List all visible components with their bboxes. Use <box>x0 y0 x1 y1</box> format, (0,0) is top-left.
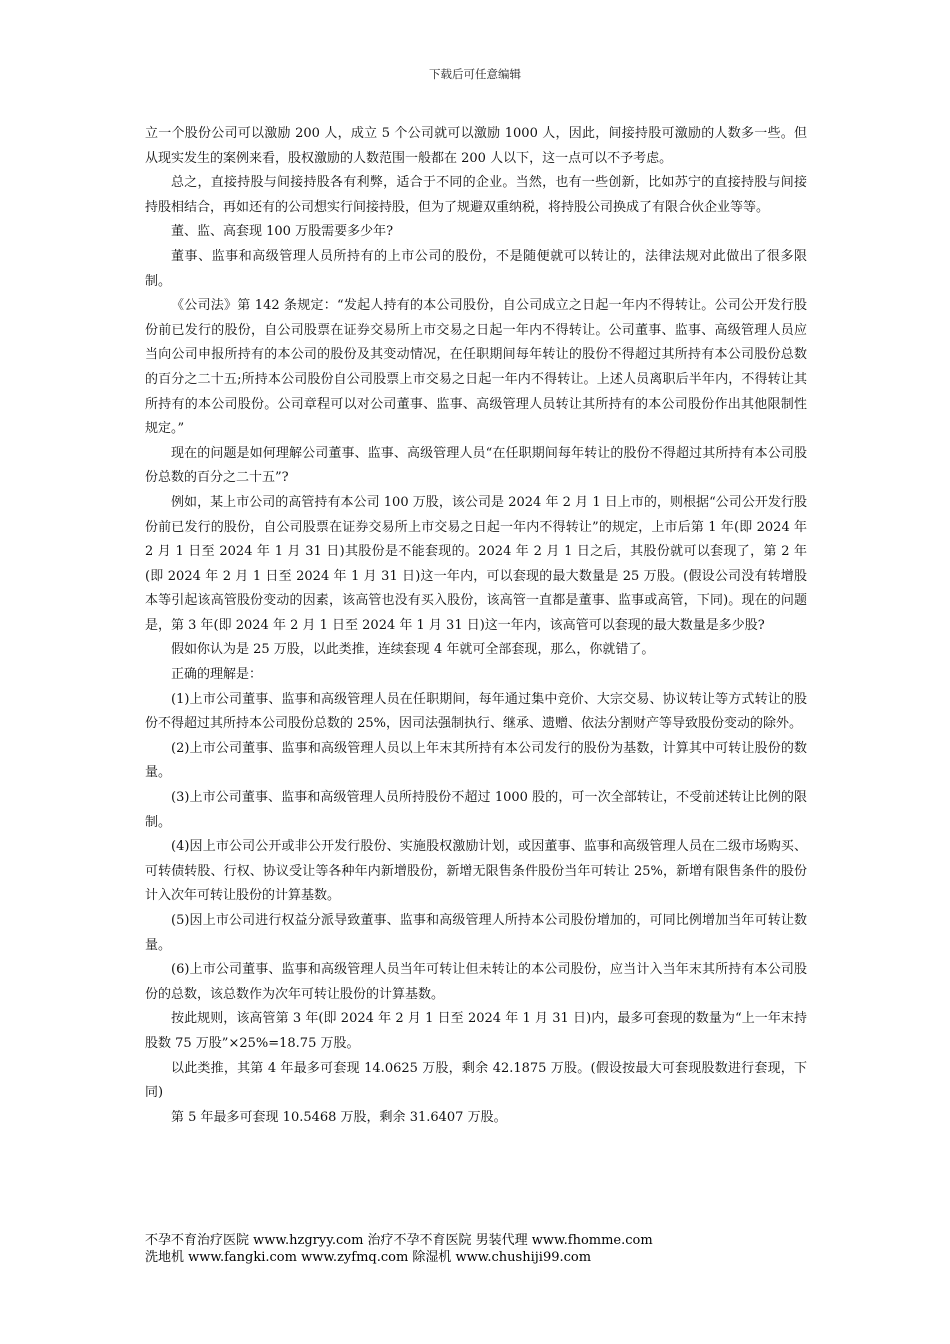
paragraph-4: 董事、监事和高级管理人员所持有的上市公司的股份，不是随便就可以转让的，法律法规对此做出了很多限制。 <box>145 248 807 289</box>
rule-item-2: (2)上市公司董事、监事和高级管理人员以上年末其所持有本公司发行的股份为基数，计算其中可转让股份的数量。 <box>145 740 807 781</box>
paragraph-16: 按此规则，该高管第 3 年(即 2024 年 2 月 1 日至 2024 年 1 月 31 日)内，最多可套现的数量为“上一年末持股数 75 万股”×25%=18.75 万股。 <box>145 1011 807 1051</box>
paragraph-17: 以此类推，其第 4 年最多可套现 14.0625 万股，剩余 42.1875 万股。(假设按最大可套现股数进行套现，下同) <box>145 1060 807 1101</box>
page-footer <box>145 1232 845 1266</box>
paragraph-9: 正确的理解是： <box>171 667 263 683</box>
paragraph-2: 总之，直接持股与间接持股各有利弊，适合于不同的企业。当然，也有一些创新，比如苏宁的直接持股与间接持股相结合，再如还有的公司想实行间接持股，但为了规避双重纳税，将持股公司换成了有限合伙企业等等。 <box>145 175 807 215</box>
paragraph-law-quote: 《公司法》第 142 条规定：“发起人持有的本公司股份，自公司成立之日起一年内不得转让。公司公开发行股份前已发行的股份，自公司股票在证券交易所上市交易之日起一年内不得转让。公司董事、监事、高级管理人员应当向公司申报所持有的本公司的股份及其变动情况，在任职期间每年转让的股份不得超过其所持有本公司股份总数的百分之二十五;所持本公司股份自公司股票上市交易之日起一年内不得转让。上述人员离职后半年内，不得转让其所持有的本公司股份。公司章程可以对公司董事、监事、高级管理人员转让其所持有的本公司股份作出其他限制性规定。” <box>145 298 807 437</box>
paragraph-1: 立一个股份公司可以激励 200 人，成立 5 个公司就可以激励 1000 人，因此，间接持股可激励的人数多一些。但从现实发生的案例来看，股权激励的人数范围一般都在 200 人以下，这一点可以不予考虑。 <box>145 126 807 166</box>
footer-line-1: 不孕不育治疗医院 www.hzgryy.com 治疗不孕不育医院 男装代理 www.fhomme.com <box>145 1233 653 1248</box>
page-header: 下载后可任意编辑 <box>429 67 521 81</box>
rule-item-6: (6)上市公司董事、监事和高级管理人员当年可转让但未转让的本公司股份，应当计入当年末其所持有本公司股份的总数，该总数作为次年可转让股份的计算基数。 <box>145 962 807 1002</box>
rule-item-1: (1)上市公司董事、监事和高级管理人员在任职期间，每年通过集中竞价、大宗交易、协议转让等方式转让的股份不得超过其所持本公司股份总数的 25%，因司法强制执行、继承、遗赠、依法分割财产等导致股份变动的除外。 <box>145 691 807 732</box>
rule-item-5: (5)因上市公司进行权益分派导致董事、监事和高级管理人所持本公司股份增加的，可同比例增加当年可转让数量。 <box>145 913 807 953</box>
paragraph-6: 现在的问题是如何理解公司董事、监事、高级管理人员“在任职期间每年转让的股份不得超过其所持有本公司股份总数的百分之二十五”? <box>145 445 807 486</box>
footer-line-2: 洗地机 www.fangki.com www.zyfmq.com 除湿机 www.chushiji99.com <box>145 1250 592 1265</box>
paragraph-8: 假如你认为是 25 万股，以此类推，连续套现 4 年就可全部套现，那么，你就错了。 <box>171 642 655 658</box>
rule-item-4: (4)因上市公司公开或非公开发行股份、实施股权激励计划，或因董事、监事和高级管理人员在二级市场购买、可转债转股、行权、协议受让等各种年内新增股份，新增无限售条件股份当年可转让 25%，新增有限售条件的股份计入次年可转让股份的计算基数。 <box>145 839 807 904</box>
paragraph-example: 例如，某上市公司的高管持有本公司 100 万股，该公司是 2024 年 2 月 1 日上市的，则根据“公司公开发行股份前已发行的股份，自公司股票在证券交易所上市交易之日起一年内不得转让”的规定，上市后第 1 年(即 2024 年 2 月 1 日至 2024 年 1 月 31 日)其股份是不能套现的。2024 年 2 月 1 日之后，其股份就可以套现了，第 2 年(即 2024 年 2 月 1 日至 2024 年 1 月 31 日)这一年内，可以套现的最大数量是 25 万股。(假设公司没有转增股本等引起该高管股份变动的因素，该高管也没有买入股份，该高管一直都是董事、监事或高管，下同)。现在的问题是，第 3 年(即 2024 年 2 月 1 日至 2024 年 1 月 31 日)这一年内，该高管可以套现的最大数量是多少股? <box>145 494 807 633</box>
section-heading: 董、监、高套现 100 万股需要多少年? <box>171 224 394 240</box>
paragraph-18: 第 5 年最多可套现 10.5468 万股，剩余 31.6407 万股。 <box>171 1109 507 1125</box>
rule-item-3: (3)上市公司董事、监事和高级管理人员所持股份不超过 1000 股的，可一次全部转让，不受前述转让比例的限制。 <box>145 790 807 830</box>
document-body <box>145 122 807 1130</box>
